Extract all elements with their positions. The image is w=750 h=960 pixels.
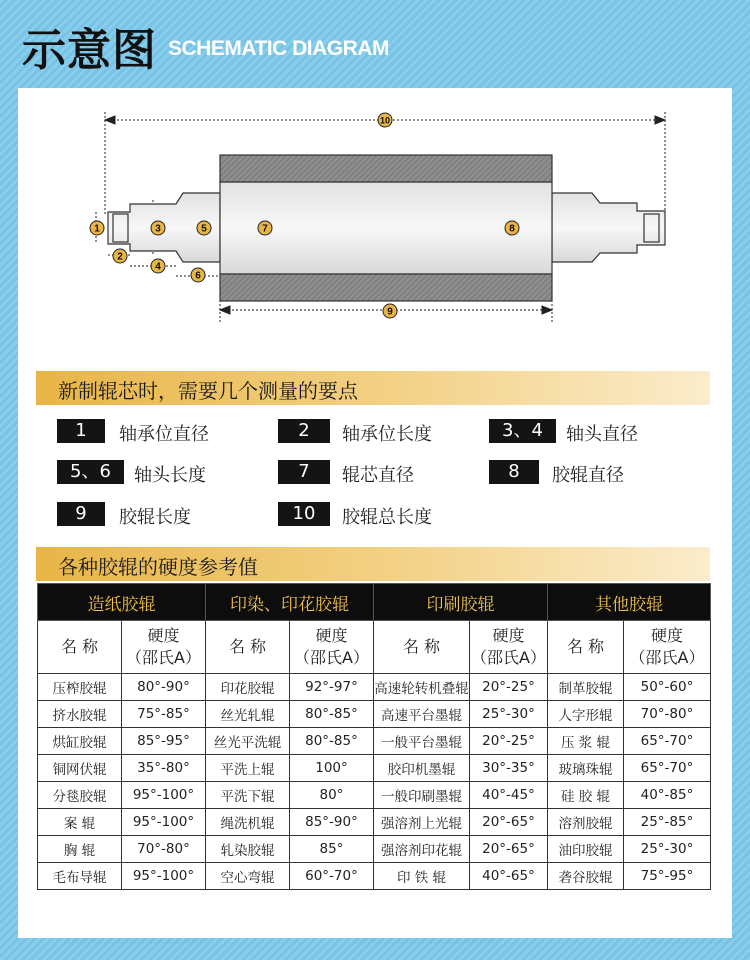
roller-name-cell: 高速平台墨辊 <box>374 701 470 728</box>
hardness-value-cell: 100° <box>290 755 374 782</box>
hardness-unit: （邵氏A） <box>471 648 546 667</box>
page-subtitle: SCHEMATIC DIAGRAM <box>168 37 389 60</box>
hardness-label: 硬度 <box>650 626 683 645</box>
col-header-name: 名 称 <box>206 621 290 674</box>
roller-name-cell: 强溶剂上光辊 <box>374 809 470 836</box>
section-measurement-title: 新制辊芯时，需要几个测量的要点 <box>58 379 358 403</box>
roller-name-cell: 胸 辊 <box>38 836 122 863</box>
roller-name-cell: 绳洗机辊 <box>206 809 290 836</box>
section-hardness-title: 各种胶辊的硬度参考值 <box>58 555 258 579</box>
roller-name-cell: 胶印机墨辊 <box>374 755 470 782</box>
marker-label: 10 <box>379 115 391 126</box>
marker-label: 1 <box>94 223 100 235</box>
marker-label: 5 <box>201 223 207 235</box>
roller-name-cell: 平洗上辊 <box>206 755 290 782</box>
table-row <box>38 809 711 836</box>
col-header-hardness <box>290 621 374 674</box>
roller-name-cell: 压榨胶辊 <box>38 674 122 701</box>
group-header: 其他胶辊 <box>548 584 711 621</box>
hardness-value-cell: 60°-70° <box>290 863 374 890</box>
measure-label: 轴头直径 <box>566 424 638 445</box>
hardness-value-cell: 25°-85° <box>624 809 711 836</box>
hardness-value-cell: 95°-100° <box>122 809 206 836</box>
roller-name-cell: 油印胶辊 <box>548 836 624 863</box>
table-row <box>38 836 711 863</box>
roller-name-cell: 丝光轧辊 <box>206 701 290 728</box>
roller-name-cell: 分毯胶辊 <box>38 782 122 809</box>
marker-label: 7 <box>262 223 268 235</box>
roller-name-cell: 丝光平洗辊 <box>206 728 290 755</box>
roller-name-cell: 空心弯辊 <box>206 863 290 890</box>
roller-name-cell: 硅 胶 辊 <box>548 782 624 809</box>
measure-number: 3、4 <box>489 419 556 443</box>
group-header: 印染、印花胶辊 <box>206 584 374 621</box>
hardness-value-cell: 20°-25° <box>470 674 548 701</box>
roller-name-cell: 挤水胶辊 <box>38 701 122 728</box>
table-row <box>38 674 711 701</box>
measure-label: 辊芯直径 <box>342 465 414 486</box>
marker-label: 9 <box>387 306 393 318</box>
roller-name-cell: 高速轮转机叠辊 <box>374 674 470 701</box>
table-row <box>38 728 711 755</box>
hardness-value-cell: 80°-85° <box>290 701 374 728</box>
table-row <box>38 863 711 890</box>
page-title: 示意图 <box>22 25 157 76</box>
hardness-value-cell: 80°-85° <box>290 728 374 755</box>
measure-number: 1 <box>57 419 105 443</box>
hardness-value-cell: 85° <box>290 836 374 863</box>
hardness-value-cell: 40°-85° <box>624 782 711 809</box>
col-header-hardness <box>624 621 711 674</box>
roller-name-cell: 印花胶辊 <box>206 674 290 701</box>
roller-name-cell: 平洗下辊 <box>206 782 290 809</box>
hardness-value-cell: 30°-35° <box>470 755 548 782</box>
hardness-value-cell: 20°-65° <box>470 836 548 863</box>
measure-label: 胶辊总长度 <box>342 507 432 528</box>
group-header: 造纸胶辊 <box>38 584 206 621</box>
roller-name-cell: 强溶剂印花辊 <box>374 836 470 863</box>
hardness-value-cell: 85°-90° <box>290 809 374 836</box>
hardness-value-cell: 80° <box>290 782 374 809</box>
hardness-value-cell: 70°-80° <box>624 701 711 728</box>
hardness-value-cell: 95°-100° <box>122 782 206 809</box>
hardness-value-cell: 20°-65° <box>470 809 548 836</box>
marker-label: 2 <box>117 251 123 263</box>
measure-label: 轴头长度 <box>134 465 206 486</box>
rubber-top <box>220 155 552 182</box>
hardness-label: 硬度 <box>492 626 525 645</box>
marker-label: 4 <box>155 261 161 273</box>
hardness-label: 硬度 <box>147 626 180 645</box>
measure-number: 2 <box>278 419 330 443</box>
roller-name-cell: 溶剂胶辊 <box>548 809 624 836</box>
roller-name-cell: 一般印刷墨辊 <box>374 782 470 809</box>
hardness-unit: （邵氏A） <box>126 648 201 667</box>
measure-label: 轴承位长度 <box>342 424 432 445</box>
roller-name-cell: 玻璃珠辊 <box>548 755 624 782</box>
roller-name-cell: 印 铁 辊 <box>374 863 470 890</box>
hardness-value-cell: 20°-25° <box>470 728 548 755</box>
col-header-name: 名 称 <box>374 621 470 674</box>
col-header-hardness <box>470 621 548 674</box>
measure-number: 7 <box>278 460 330 484</box>
roller-name-cell: 一般平台墨辊 <box>374 728 470 755</box>
marker-label: 6 <box>195 270 201 282</box>
roller-name-cell: 压 浆 辊 <box>548 728 624 755</box>
hardness-unit: （邵氏A） <box>294 648 369 667</box>
section-measurement-header <box>36 371 710 405</box>
hardness-value-cell: 35°-80° <box>122 755 206 782</box>
measure-label: 轴承位直径 <box>119 424 209 445</box>
hardness-value-cell: 75°-95° <box>624 863 711 890</box>
roller-name-cell: 人字形辊 <box>548 701 624 728</box>
marker-label: 3 <box>155 223 161 235</box>
hardness-unit: （邵氏A） <box>629 648 705 667</box>
hardness-value-cell: 92°-97° <box>290 674 374 701</box>
hardness-value-cell: 25°-30° <box>624 836 711 863</box>
roller-name-cell: 制革胶辊 <box>548 674 624 701</box>
col-header-hardness <box>122 621 206 674</box>
table-row <box>38 701 711 728</box>
measure-number: 8 <box>489 460 539 484</box>
measure-number: 10 <box>278 502 330 526</box>
roller-name-cell: 砻谷胶辊 <box>548 863 624 890</box>
hardness-label: 硬度 <box>315 626 348 645</box>
hardness-value-cell: 65°-70° <box>624 728 711 755</box>
group-header: 印刷胶辊 <box>374 584 548 621</box>
hardness-value-cell: 25°-30° <box>470 701 548 728</box>
roller-name-cell: 案 辊 <box>38 809 122 836</box>
measure-number: 5、6 <box>57 460 124 484</box>
measure-number: 9 <box>57 502 105 526</box>
hardness-value-cell: 70°-80° <box>122 836 206 863</box>
hardness-value-cell: 95°-100° <box>122 863 206 890</box>
col-header-name: 名 称 <box>548 621 624 674</box>
marker-label: 8 <box>509 223 515 235</box>
hardness-table <box>37 583 711 890</box>
hardness-value-cell: 80°-90° <box>122 674 206 701</box>
hardness-value-cell: 50°-60° <box>624 674 711 701</box>
hardness-value-cell: 40°-45° <box>470 782 548 809</box>
hardness-value-cell: 85°-95° <box>122 728 206 755</box>
hardness-value-cell: 40°-65° <box>470 863 548 890</box>
hardness-value-cell: 75°-85° <box>122 701 206 728</box>
roller-name-cell: 毛布导辊 <box>38 863 122 890</box>
roller-diagram <box>0 0 750 340</box>
roller-name-cell: 铜网伏辊 <box>38 755 122 782</box>
section-hardness-header <box>36 547 710 581</box>
col-header-name: 名 称 <box>38 621 122 674</box>
table-row <box>38 755 711 782</box>
measure-label: 胶辊长度 <box>119 507 191 528</box>
hardness-value-cell: 65°-70° <box>624 755 711 782</box>
rubber-bottom <box>220 274 552 301</box>
roller-name-cell: 轧染胶辊 <box>206 836 290 863</box>
measure-label: 胶辊直径 <box>552 465 624 486</box>
table-row <box>38 782 711 809</box>
roller-name-cell: 烘缸胶辊 <box>38 728 122 755</box>
